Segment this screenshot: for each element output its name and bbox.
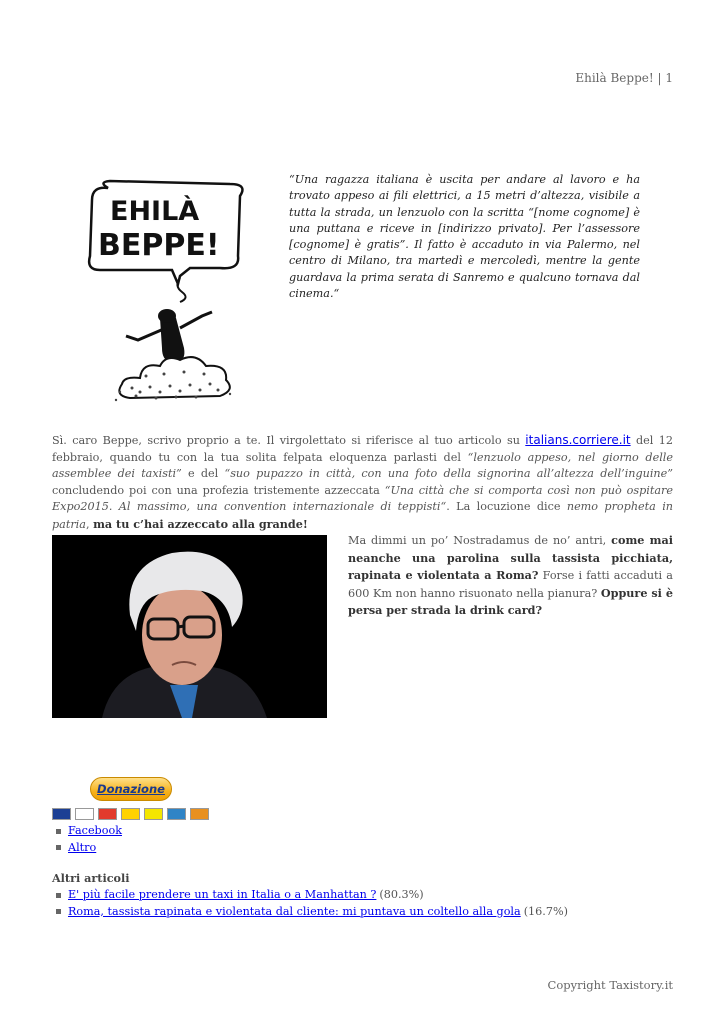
list-item — [56, 823, 122, 840]
article-paragraph-2 — [348, 532, 673, 620]
postepay-card-icon — [144, 808, 163, 820]
bullet-icon — [56, 909, 61, 914]
bullet-icon — [56, 829, 61, 834]
amex-card-icon — [167, 808, 186, 820]
comic-text-line1: EHILÀ — [110, 196, 200, 227]
para1-text: del 12 febbraio, quando tu con la tua solita felpata eloquenza parlasti del — [52, 434, 673, 464]
list-item — [56, 904, 568, 921]
comic-text-line2: BEPPE! — [98, 228, 220, 263]
para1-emphasis: “suo pupazzo in città, con una foto della signorina all’altezza dell’inguine” — [224, 467, 673, 480]
aura-card-icon — [190, 808, 209, 820]
para1-text: , — [85, 517, 94, 531]
facebook-share-link[interactable]: Facebook — [68, 824, 122, 837]
ehila-beppe-comic-image — [80, 178, 276, 410]
para2-text: Forse i fatti accaduti a 600 Km non hanno risuonato nella pianura? — [348, 569, 673, 600]
para1-bold: ma tu c’hai azzeccato alla grande! — [93, 516, 308, 531]
list-item — [56, 887, 568, 904]
quoted-article-excerpt: “Una ragazza italiana è uscita per andare al lavoro e ha trovato appeso ai fili elettrici, a 15 metri d’altezza, visibile a tutta la strada, un lenzuolo con la scritta “[nome cognome] è una puttana e riceve in [indirizzo privato]. Per l’assessore [cognome] è gratis”. Il fatto è accaduto in via Palermo, nel centro di Milano, tra martedì e mercoledì, mentre la gente guardava la prima serata di Sanremo e qualcuno tornava dal cinema.“ — [289, 173, 640, 301]
bullet-icon — [56, 893, 61, 898]
para1-text: concludendo poi con una profezia tristemente azzeccata — [52, 483, 385, 497]
altro-share-link[interactable]: Altro — [68, 840, 97, 854]
related-article-link[interactable]: Roma, tassista rapinata e violentata dal cliente: mi puntava un coltello alla gola — [68, 904, 521, 918]
page-header: Ehilà Beppe! | 1 — [575, 71, 673, 85]
para2-bold: come mai neanche una parolina sulla tassista picchiata, rapinata e violentata a Roma? — [348, 533, 673, 582]
article-paragraph-1 — [52, 432, 673, 533]
share-links — [56, 823, 122, 856]
para2-text: Ma dimmi un po’ Nostradamus de no’ antri, — [348, 534, 612, 547]
para1-text: Sì. caro Beppe, scrivo proprio a te. Il virgolettato si riferisce al tuo articolo su — [52, 434, 526, 447]
related-article-link[interactable]: E' più facile prendere un taxi in Italia o a Manhattan ? — [68, 888, 377, 901]
related-article-score: (80.3%) — [379, 888, 424, 901]
donate-section — [90, 777, 172, 801]
maestro-card-icon — [52, 808, 71, 820]
payment-cards — [52, 808, 209, 820]
para1-emphasis: “Una città che si comporta così non può ospitare Expo2015. Al massimo, una convention internazionale di teppisti“ — [52, 483, 673, 513]
bullet-icon — [56, 845, 61, 850]
italians-corriere-link[interactable]: italians.corriere.it — [525, 433, 631, 447]
page-footer: Copyright Taxistory.it — [547, 978, 673, 992]
para1-text: e del — [181, 467, 225, 480]
visa-card-icon — [75, 808, 94, 820]
para1-emphasis: “lenzuolo appeso, nel giorno delle assemblee dei taxisti” — [52, 450, 673, 480]
mastercard-icon — [98, 808, 117, 820]
related-articles-title: Altri articoli — [52, 871, 130, 885]
paypal-card-icon — [121, 808, 140, 820]
para1-emphasis: nemo propheta in patria — [52, 500, 673, 531]
para2-bold: Oppure si è persa per strada la drink card? — [348, 585, 673, 617]
related-articles-list — [56, 887, 568, 920]
related-article-score: (16.7%) — [523, 904, 568, 918]
para1-text: . La locuzione dice — [446, 500, 567, 513]
list-item — [56, 840, 122, 857]
donate-button[interactable]: Donazione — [90, 777, 172, 801]
author-portrait-photo — [52, 535, 327, 718]
